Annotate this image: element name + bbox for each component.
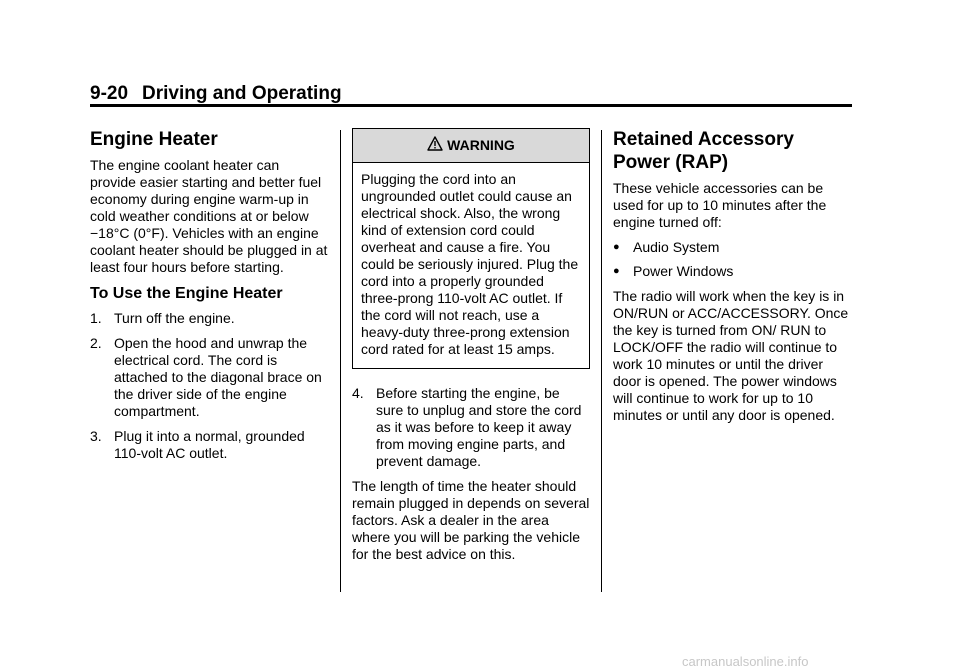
steps-list xyxy=(90,310,328,462)
column-divider-1 xyxy=(340,130,341,592)
list-item xyxy=(613,263,851,280)
bullet-icon: ● xyxy=(613,265,620,277)
step-number: 3. xyxy=(90,428,102,444)
list-item xyxy=(613,239,851,256)
list-item xyxy=(90,335,328,420)
step-number: 2. xyxy=(90,335,102,351)
step-number: 4. xyxy=(352,385,364,401)
step-text: Before starting the engine, be sure to unplug and store the cord as it was before to keep it away from moving engine parts, and prevent damage. xyxy=(376,385,582,469)
warning-triangle-icon xyxy=(427,136,443,155)
bullet-text: Audio System xyxy=(633,239,720,255)
step-text: Turn off the engine. xyxy=(114,310,235,326)
engine-heater-heading: Engine Heater xyxy=(90,129,218,150)
watermark: carmanualsonline.info xyxy=(682,654,809,669)
bullet-text: Power Windows xyxy=(633,263,734,279)
accessories-list xyxy=(613,239,851,280)
list-item xyxy=(90,428,328,462)
rap-intro: These vehicle accessories can be used for up to 10 minutes after the engine turned off: xyxy=(613,180,827,230)
section-title: Driving and Operating xyxy=(142,83,342,104)
warning-header xyxy=(353,129,589,163)
column-2 xyxy=(352,128,590,571)
warning-text: Plugging the cord into an ungrounded outlet could cause an electrical shock. Also, the wrong kind of extension cord could overheat and cause a fire. You could be seriously injured. Plug the cord into a properly grounded three-prong 110-volt AC outlet. If the cord will not reach, use a heavy-duty three-prong extension cord rated for at least 15 amps. xyxy=(361,171,579,357)
column-divider-2 xyxy=(601,130,602,592)
page-header xyxy=(90,82,852,106)
warning-label: WARNING xyxy=(447,137,515,153)
column-1 xyxy=(90,128,328,470)
page-number: 9-20 xyxy=(90,83,129,104)
header-rule xyxy=(90,104,852,107)
list-item xyxy=(90,310,328,327)
warning-box xyxy=(352,128,590,369)
list-item xyxy=(352,385,590,470)
heater-closing-paragraph: The length of time the heater should remain plugged in depends on several factors. Ask a dealer in the area where you will be parking the vehicle for the best advice on this. xyxy=(352,478,590,562)
rap-heading: Retained Accessory Power (RAP) xyxy=(613,129,794,173)
steps-list-continued xyxy=(352,385,590,470)
bullet-icon: ● xyxy=(613,241,620,253)
step-text: Open the hood and unwrap the electrical cord. The cord is attached to the diagonal brace on the driver side of the engine compartment. xyxy=(114,335,322,419)
rap-body: The radio will work when the key is in ON/RUN or ACC/ACCESSORY. Once the key is turned from ON/ RUN to LOCK/OFF the radio will continue to work 10 minutes or until the driver door is opened. The power windows will continue to work for up to 10 minutes or until any door is opened. xyxy=(613,288,849,423)
engine-heater-intro: The engine coolant heater can provide easier starting and better fuel economy during engine warm-up in cold weather conditions at or below −18°C (0°F). Vehicles with an engine coolant heater should be plugged in at least four hours before starting. xyxy=(90,157,328,275)
step-text: Plug it into a normal, grounded 110-volt AC outlet. xyxy=(114,428,305,461)
column-3 xyxy=(613,128,851,432)
use-engine-heater-subheading: To Use the Engine Heater xyxy=(90,285,283,302)
step-number: 1. xyxy=(90,310,102,326)
